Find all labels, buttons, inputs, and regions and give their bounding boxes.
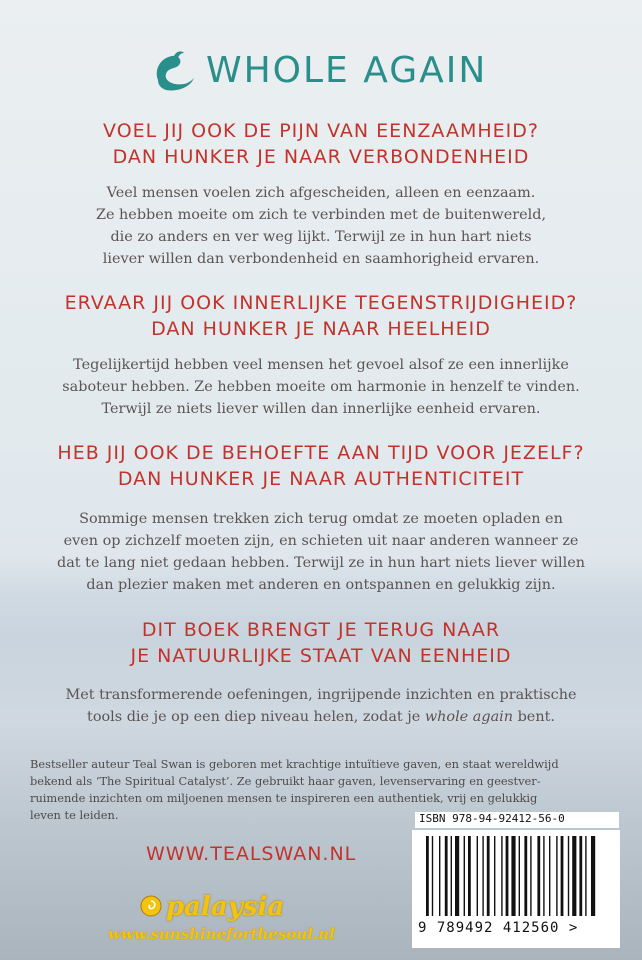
barcode-bar xyxy=(432,836,433,916)
section-2-body xyxy=(0,354,642,420)
section-4-heading-line-2: JE NATUURLIJKE STAAT VAN EENHEID xyxy=(130,645,512,667)
barcode-bar xyxy=(468,836,471,916)
swan-icon xyxy=(150,48,196,92)
barcode-bar xyxy=(519,836,520,916)
barcode-bar xyxy=(524,836,527,916)
section-1-heading-line-1: VOEL JIJ OOK DE PIJN VAN EENZAAMHEID? xyxy=(103,120,539,142)
barcode-bar xyxy=(439,836,440,916)
section-4-body-italic: whole again xyxy=(424,709,514,725)
author-bio-line: leven te leiden. xyxy=(30,808,119,822)
author-bio-line: ruimende inzichten om miljoenen mensen te inspireren een authentiek, vrij en gelukkig xyxy=(30,791,538,805)
section-4-body xyxy=(0,684,642,728)
section-2-heading xyxy=(0,290,642,342)
section-2-heading-line-2: DAN HUNKER JE NAAR HEELHEID xyxy=(151,318,491,340)
section-1-body-line: die zo anders en ver weg lijkt. Terwijl ze in hun hart niets xyxy=(110,229,532,245)
section-3-body-line: Sommige mensen trekken zich terug omdat ze moeten opladen en xyxy=(79,511,563,527)
publisher-name: palaysia xyxy=(166,892,285,922)
barcode-bar xyxy=(477,836,478,916)
section-4-heading xyxy=(0,617,642,669)
section-3-heading-line-2: DAN HUNKER JE NAAR AUTHENTICITEIT xyxy=(117,468,525,490)
author-bio-line: bekend als ‘The Spiritual Catalyst’. Ze gebruikt haar gaven, levenservaring en geestver- xyxy=(30,774,541,788)
section-3-body-line: dat te lang niet gedaan hebben. Terwijl ze in hun hart niets liever willen xyxy=(57,555,585,571)
barcode-bar xyxy=(426,836,429,916)
section-2-body-line: Tegelijkertijd hebben veel mensen het gevoel alsof ze een innerlijke xyxy=(73,357,569,373)
barcode-bar xyxy=(455,836,459,916)
barcode-bar xyxy=(549,836,550,916)
section-2-body-line: Terwijl ze niets liever willen dan innerlijke eenheid ervaren. xyxy=(101,401,541,417)
section-1-body-line: liever willen dan verbondenheid en saamhorigheid ervaren. xyxy=(102,251,540,267)
section-4-body-line: Met transformerende oefeningen, ingrijpende inzichten en praktische xyxy=(65,687,577,703)
section-4-heading-line-1: DIT BOEK BRENGT JE TERUG NAAR xyxy=(141,619,501,641)
section-3-body xyxy=(0,508,642,596)
isbn-label: ISBN 978-94-92412-56-0 xyxy=(415,812,619,828)
section-1-heading-line-2: DAN HUNKER JE NAAR VERBONDENHEID xyxy=(112,146,530,168)
section-3-body-line: dan plezier maken met anderen en ontspannen en gelukkig zijn. xyxy=(86,577,556,593)
barcode-bar xyxy=(445,836,448,916)
website-link[interactable]: WWW.TEALSWAN.NL xyxy=(146,843,357,865)
barcode-bar xyxy=(464,836,465,916)
section-3-heading xyxy=(0,440,642,492)
barcode-bar xyxy=(585,836,586,916)
barcode-bar xyxy=(494,836,495,916)
barcode-bar xyxy=(537,836,540,916)
barcode-bar xyxy=(487,836,490,916)
section-4-body-line xyxy=(0,706,642,728)
header xyxy=(0,46,642,96)
barcode-bar xyxy=(572,836,576,916)
barcode-bar xyxy=(543,836,544,916)
barcode-bars xyxy=(412,830,620,920)
publisher-url[interactable]: www.sunshineforthesoul.nl xyxy=(108,925,335,943)
section-1-heading xyxy=(0,118,642,170)
author-bio-line: Bestseller auteur Teal Swan is geboren met krachtige intuïtieve gaven, en staat wereldwijd xyxy=(30,757,559,771)
barcode-digits: 9 789492 412560 > xyxy=(418,920,579,936)
section-4-body-text: tools die je op een diep niveau helen, zodat je xyxy=(87,709,421,725)
section-4-body-end: bent. xyxy=(513,709,555,725)
section-1-body xyxy=(0,182,642,270)
book-title: WHOLE AGAIN xyxy=(206,50,488,91)
sun-spiral-icon xyxy=(140,895,162,917)
barcode-bar xyxy=(530,836,531,916)
barcode-bar xyxy=(501,836,502,916)
section-2-body-line: saboteur hebben. Ze hebben moeite om harmonie in henzelf te vinden. xyxy=(62,379,580,395)
barcode-bar xyxy=(591,836,595,916)
barcode-bar xyxy=(556,836,557,916)
section-2-heading-line-1: ERVAAR JIJ OOK INNERLIJKE TEGENSTRIJDIGHEID? xyxy=(64,292,578,314)
section-1-body-line: Veel mensen voelen zich afgescheiden, alleen en eenzaam. xyxy=(106,185,536,201)
section-3-body-line: even op zichzelf moeten zijn, en schieten uit naar anderen wanneer ze xyxy=(63,533,579,549)
barcode-bar xyxy=(451,836,452,916)
barcode-bar xyxy=(579,836,582,916)
section-1-body-line: Ze hebben moeite om zich te verbinden met de buitenwereld, xyxy=(95,207,547,223)
section-3-heading-line-1: HEB JIJ OOK DE BEHOEFTE AAN TIJD VOOR JEZELF? xyxy=(57,442,585,464)
barcode-bar xyxy=(561,836,564,916)
barcode-bar xyxy=(506,836,509,916)
barcode-bar xyxy=(568,836,569,916)
barcode-bar xyxy=(482,836,483,916)
barcode-bar xyxy=(511,836,515,916)
